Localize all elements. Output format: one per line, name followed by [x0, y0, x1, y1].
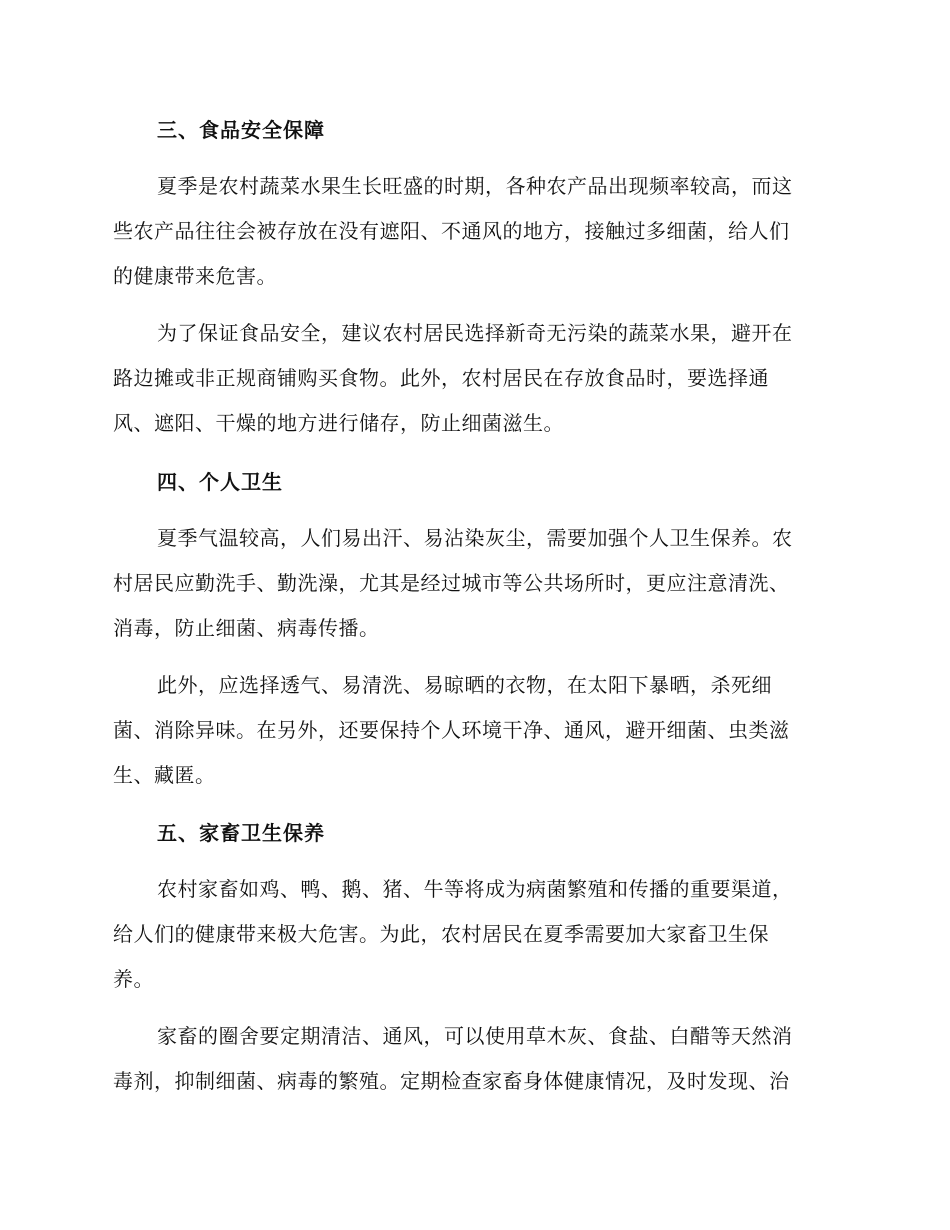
paragraph-line: 路边摊或非正规商铺购买食物。此外，农村居民在存放食品时，要选择通: [113, 366, 769, 390]
paragraph-line: 村居民应勤洗手、勤洗澡，尤其是经过城市等公共场所时，更应注意清洗、: [113, 571, 790, 595]
section-heading: 五、家畜卫生保养: [157, 821, 325, 845]
section-heading: 三、食品安全保障: [157, 118, 325, 142]
paragraph-line: 消毒，防止细菌、病毒传播。: [113, 616, 380, 640]
paragraph: [113, 663, 833, 798]
paragraph-line: 夏季气温较高，人们易出汗、易沾染灰尘，需要加强个人卫生保养。农: [157, 526, 793, 550]
paragraph-line: 养。: [113, 967, 154, 991]
paragraph-line: 风、遮阳、干燥的地方进行储存，防止细菌滋生。: [113, 411, 564, 435]
section-heading: 四、个人卫生: [157, 470, 283, 494]
paragraph-line: 菌、消除异味。在另外，还要保持个人环境干净、通风，避开细菌、虫类滋: [113, 718, 790, 742]
paragraph-line: 此外，应选择透气、易清洗、易晾晒的衣物，在太阳下暴晒，杀死细: [157, 673, 772, 697]
paragraph-line: 为了保证食品安全，建议农村居民选择新奇无污染的蔬菜水果，避开在: [157, 321, 793, 345]
paragraph-line: 的健康带来危害。: [113, 264, 277, 288]
paragraph: [113, 516, 833, 651]
paragraph-line: 生、藏匿。: [113, 763, 216, 787]
paragraph: [113, 311, 833, 446]
paragraph: [113, 1014, 833, 1104]
paragraph-line: 夏季是农村蔬菜水果生长旺盛的时期，各种农产品出现频率较高，而这: [157, 174, 793, 198]
paragraph-line: 些农产品往往会被存放在没有遮阳、不通风的地方，接触过多细菌，给人们: [113, 219, 790, 243]
paragraph: [113, 164, 833, 299]
paragraph-line: 毒剂，抑制细菌、病毒的繁殖。定期检查家畜身体健康情况，及时发现、治: [113, 1069, 790, 1093]
paragraph-line: 给人们的健康带来极大危害。为此，农村居民在夏季需要加大家畜卫生保: [113, 922, 769, 946]
paragraph-line: 农村家畜如鸡、鸭、鹅、猪、牛等将成为病菌繁殖和传播的重要渠道，: [157, 877, 793, 901]
paragraph-line: 家畜的圈舍要定期清洁、通风，可以使用草木灰、食盐、白醋等天然消: [157, 1024, 793, 1048]
paragraph: [113, 867, 833, 1002]
